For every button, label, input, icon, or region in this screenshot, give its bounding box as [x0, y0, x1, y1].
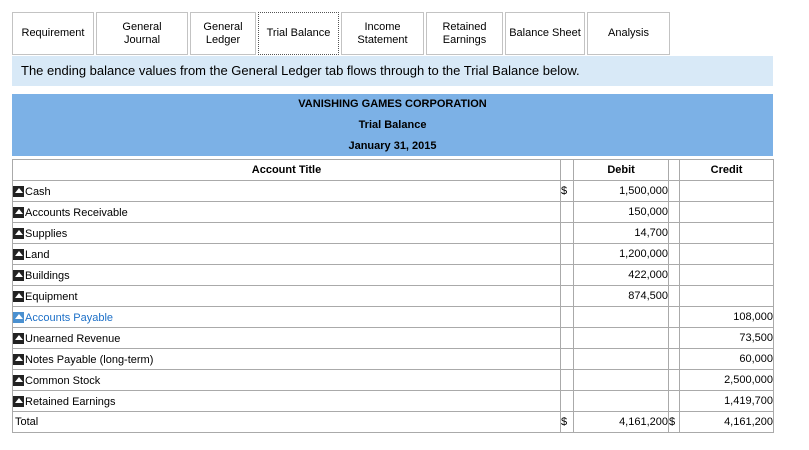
account-title: Buildings: [25, 270, 70, 282]
debit-dollar-sign: [561, 265, 574, 286]
credit-input[interactable]: [680, 286, 774, 307]
tab-retained-earnings[interactable]: Retained Earnings: [426, 12, 503, 55]
debit-input[interactable]: 14,700: [574, 223, 669, 244]
credit-input[interactable]: [680, 244, 774, 265]
select-account-arrow-icon[interactable]: [13, 207, 24, 218]
table-row: [13, 223, 774, 244]
tab-analysis[interactable]: Analysis: [587, 12, 670, 55]
table-row: [13, 181, 774, 202]
debit-dollar-sign: [561, 244, 574, 265]
account-title: Accounts Payable: [25, 312, 114, 324]
account-title: Equipment: [25, 291, 78, 303]
total-credit: 4,161,200: [680, 412, 774, 433]
account-title: Cash: [25, 186, 51, 198]
select-account-arrow-icon[interactable]: [13, 354, 24, 365]
account-cell[interactable]: [13, 328, 561, 349]
column-header-account-title: Account Title: [13, 160, 561, 181]
tab-balance-sheet[interactable]: Balance Sheet: [505, 12, 585, 55]
account-cell[interactable]: [13, 202, 561, 223]
debit-dollar-sign: [561, 202, 574, 223]
select-account-arrow-icon[interactable]: [13, 333, 24, 344]
account-title: Accounts Receivable: [25, 207, 128, 219]
company-name: VANISHING GAMES CORPORATION: [298, 98, 487, 110]
debit-input[interactable]: 150,000: [574, 202, 669, 223]
column-header-credit: Credit: [680, 160, 774, 181]
account-title: Land: [25, 249, 50, 261]
select-account-arrow-icon[interactable]: [13, 291, 24, 302]
table-row: [13, 328, 774, 349]
account-title: Retained Earnings: [25, 396, 116, 408]
statement-header: [12, 94, 773, 156]
debit-input[interactable]: [574, 370, 669, 391]
debit-input[interactable]: [574, 328, 669, 349]
select-account-arrow-icon[interactable]: [13, 186, 24, 197]
total-debit-dollar-sign: $: [561, 412, 574, 433]
debit-dollar-sign: [561, 286, 574, 307]
credit-dollar-sign: [669, 349, 680, 370]
account-title: Notes Payable (long-term): [25, 354, 154, 366]
select-account-arrow-icon[interactable]: [13, 228, 24, 239]
credit-input[interactable]: 1,419,700: [680, 391, 774, 412]
debit-dollar-sign: [561, 391, 574, 412]
tab-bar: [12, 12, 672, 55]
account-cell[interactable]: [13, 223, 561, 244]
total-debit: 4,161,200: [574, 412, 669, 433]
debit-dollar-sign: [561, 370, 574, 391]
credit-input[interactable]: [680, 223, 774, 244]
debit-input[interactable]: [574, 391, 669, 412]
column-header-row: [13, 160, 774, 181]
account-cell[interactable]: [13, 307, 561, 328]
account-cell[interactable]: [13, 349, 561, 370]
credit-dollar-sign: [669, 202, 680, 223]
total-row: [13, 412, 774, 433]
tab-general-journal[interactable]: General Journal: [96, 12, 188, 55]
table-row: [13, 370, 774, 391]
debit-dollar-sign: [561, 223, 574, 244]
debit-input[interactable]: 874,500: [574, 286, 669, 307]
credit-dollar-sign: [669, 307, 680, 328]
select-account-arrow-icon[interactable]: [13, 270, 24, 281]
credit-dollar-sign: [669, 370, 680, 391]
credit-input[interactable]: [680, 202, 774, 223]
credit-dollar-sign: [669, 223, 680, 244]
account-cell[interactable]: [13, 370, 561, 391]
table-row: [13, 349, 774, 370]
table-row: [13, 202, 774, 223]
credit-dollar-sign: [669, 181, 680, 202]
table-row: [13, 244, 774, 265]
credit-input[interactable]: [680, 265, 774, 286]
account-title: Unearned Revenue: [25, 333, 121, 345]
account-cell[interactable]: [13, 286, 561, 307]
table-row: [13, 391, 774, 412]
statement-date: January 31, 2015: [348, 140, 437, 152]
debit-dollar-sign: [561, 349, 574, 370]
debit-input[interactable]: 422,000: [574, 265, 669, 286]
debit-input[interactable]: 1,200,000: [574, 244, 669, 265]
total-credit-dollar-sign: $: [669, 412, 680, 433]
credit-dollar-sign: [669, 286, 680, 307]
select-account-arrow-icon[interactable]: [13, 312, 24, 323]
credit-dollar-sign: [669, 265, 680, 286]
account-cell[interactable]: [13, 265, 561, 286]
select-account-arrow-icon[interactable]: [13, 249, 24, 260]
info-banner: The ending balance values from the General Ledger tab flows through to the Trial Balance below.: [12, 56, 773, 86]
credit-input[interactable]: 2,500,000: [680, 370, 774, 391]
table-row: [13, 265, 774, 286]
account-cell[interactable]: [13, 244, 561, 265]
credit-input[interactable]: [680, 181, 774, 202]
debit-dollar-sign: [561, 307, 574, 328]
account-cell[interactable]: [13, 181, 561, 202]
total-label: Total: [13, 412, 561, 433]
column-header-debit: Debit: [574, 160, 669, 181]
tab-trial-balance[interactable]: Trial Balance: [258, 12, 339, 55]
debit-input[interactable]: [574, 349, 669, 370]
credit-dollar-sign: [669, 391, 680, 412]
credit-input[interactable]: 108,000: [680, 307, 774, 328]
credit-dollar-sign: [669, 328, 680, 349]
table-row: [13, 286, 774, 307]
debit-dollar-sign: $: [561, 181, 574, 202]
account-title: Supplies: [25, 228, 68, 240]
credit-dollar-sign: [669, 244, 680, 265]
tab-income-statement[interactable]: Income Statement: [341, 12, 424, 55]
tab-requirement[interactable]: Requirement: [12, 12, 94, 55]
debit-input[interactable]: [574, 307, 669, 328]
tab-general-ledger[interactable]: General Ledger: [190, 12, 256, 55]
account-title: Common Stock: [25, 375, 101, 387]
account-cell[interactable]: [13, 391, 561, 412]
credit-input[interactable]: 60,000: [680, 349, 774, 370]
trial-balance-table: [12, 159, 774, 433]
debit-dollar-sign: [561, 328, 574, 349]
debit-input[interactable]: 1,500,000: [574, 181, 669, 202]
statement-name: Trial Balance: [358, 119, 427, 131]
table-row: [13, 307, 774, 328]
credit-input[interactable]: 73,500: [680, 328, 774, 349]
select-account-arrow-icon[interactable]: [13, 375, 24, 386]
select-account-arrow-icon[interactable]: [13, 396, 24, 407]
